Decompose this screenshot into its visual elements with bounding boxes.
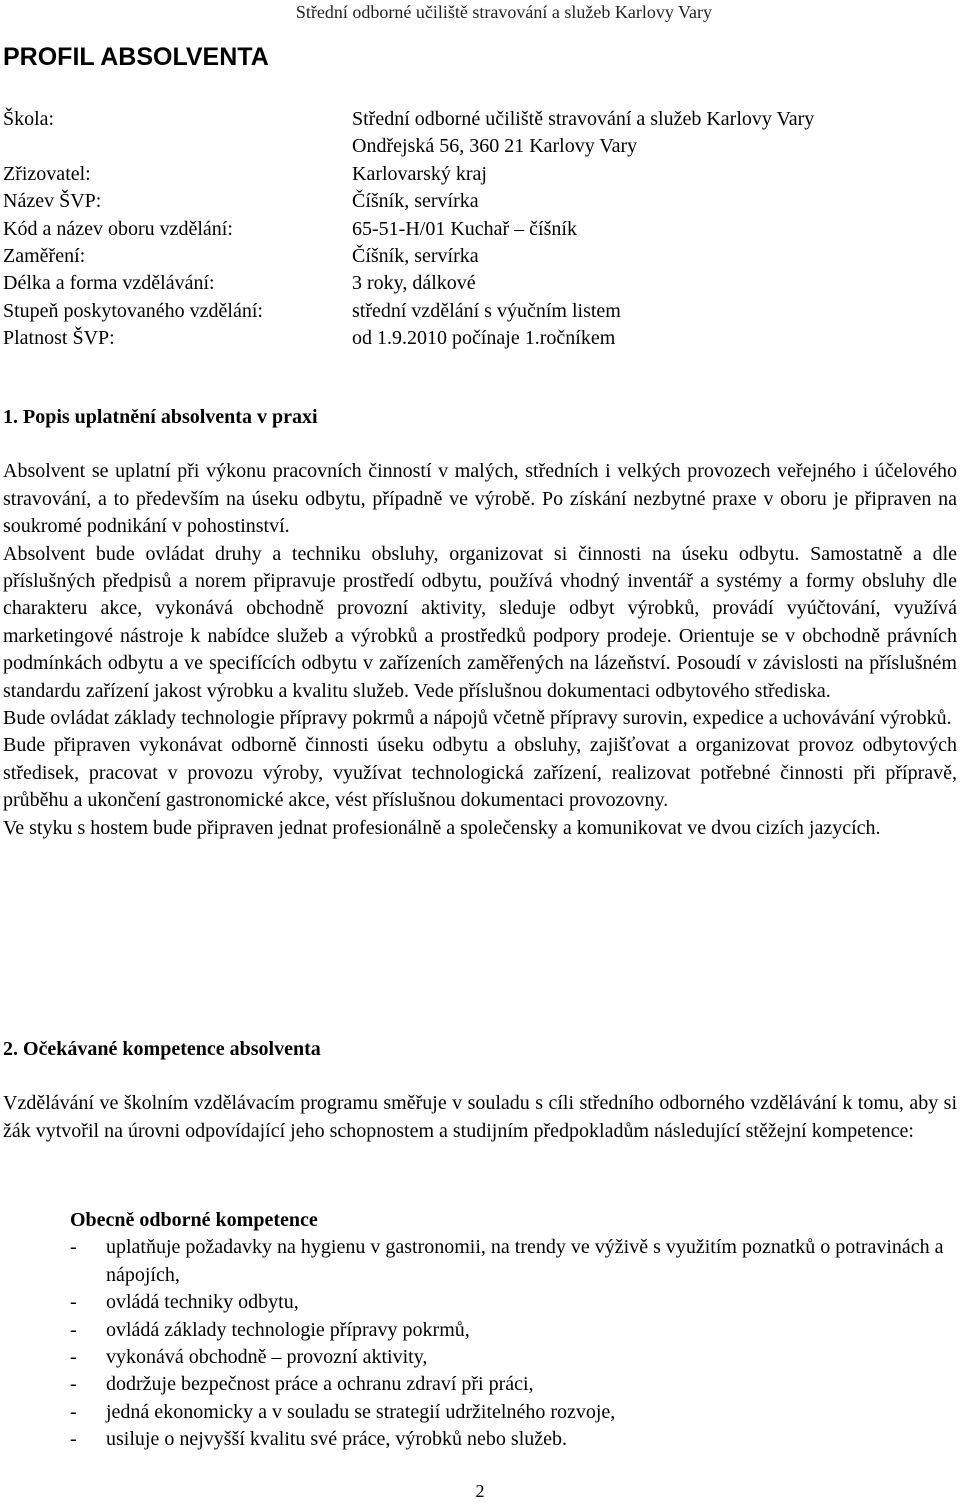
info-value: 3 roky, dálkové <box>352 272 476 295</box>
info-label: Stupeň poskytovaného vzdělání: <box>3 299 263 322</box>
info-label: Délka a forma vzdělávání: <box>3 272 215 295</box>
info-label: Zaměření: <box>3 245 86 268</box>
info-row-validity <box>3 325 953 352</box>
info-value: Číšník, servírka <box>352 245 479 268</box>
section-heading: 2. Očekávané kompetence absolventa <box>3 1038 321 1060</box>
list-item <box>70 1234 958 1289</box>
paragraph: Ve styku s hostem bude připraven jednat profesionálně a společensky a komunikovat ve dvou cizích jazycích. <box>3 816 881 839</box>
list-item <box>70 1399 958 1426</box>
info-label: Kód a název oboru vzdělání: <box>3 217 233 240</box>
school-info-table <box>3 106 953 353</box>
info-value: od 1.9.2010 počínaje 1.ročníkem <box>352 327 616 350</box>
list-item-text: ovládá techniky odbytu, <box>106 1291 299 1314</box>
info-row-level <box>3 298 953 325</box>
paragraph: Absolvent bude ovládat druhy a techniku obsluhy, organizovat si činnosti na úseku odbytu. Samostatně a dle příslušných předpisů a norem připravuje prostředí odbytu, používá vhodný inventář a systémy a formy obsluhy dle charakteru akce, vykonává obchodně provozní aktivity, sleduje odbyt výrobků, provádí vyúčtování, využívá marketingové nástroje k nabídce služeb a výrobků a prostředků podpory prodeje. Orientuje se v obchodně právních podmínkách odbytu a ve specifících odbytu v zařízeních zaměřených na lázeňství. Posoudí v závislosti na příslušném standardu zařízení jakost výrobku a kvalitu služeb. Vede příslušnou dokumentaci odbytového střediska. <box>3 542 957 702</box>
dash-bullet: - <box>70 1291 77 1314</box>
info-row-duration <box>3 270 953 297</box>
list-item-text: usiluje o nejvyšší kvalitu své práce, výrobků nebo služeb. <box>106 1428 568 1451</box>
info-row-focus <box>3 243 953 270</box>
info-row-svp-name <box>3 188 953 215</box>
list-item-text: vykonává obchodně – provozní aktivity, <box>106 1346 428 1369</box>
info-value: Číšník, servírka <box>352 190 479 213</box>
dash-bullet: - <box>70 1346 77 1369</box>
info-row-founder <box>3 161 953 188</box>
section-expected-competences <box>3 1036 957 1145</box>
list-item-text: ovládá základy technologie přípravy pokrmů, <box>106 1318 470 1341</box>
info-value: 65-51-H/01 Kuchař – číšník <box>352 217 577 240</box>
dash-bullet: - <box>70 1428 77 1451</box>
list-item <box>70 1317 958 1344</box>
list-item-text: uplatňuje požadavky na hygienu v gastronomii, na trendy ve výživě s využitím poznatků o potravinách a nápojích, <box>106 1236 944 1286</box>
list-item <box>70 1371 958 1398</box>
info-label: Škola: <box>3 108 55 130</box>
info-label <box>3 133 352 160</box>
info-value: Ondřejská 56, 360 21 Karlovy Vary <box>352 135 638 158</box>
running-header: Střední odborné učiliště stravování a služeb Karlovy Vary <box>295 2 712 22</box>
list-item-text: jedná ekonomicky a v souladu se strategií udržitelného rozvoje, <box>106 1400 616 1423</box>
section-heading: 1. Popis uplatnění absolventa v praxi <box>3 406 318 428</box>
info-row-school <box>3 106 953 133</box>
dash-bullet: - <box>70 1318 77 1341</box>
info-label: Platnost ŠVP: <box>3 327 115 350</box>
info-label: Zřizovatel: <box>3 162 91 185</box>
document-title: PROFIL ABSOLVENTA <box>3 43 269 71</box>
list-item <box>70 1289 958 1316</box>
dash-bullet: - <box>70 1373 77 1396</box>
paragraph: Absolvent se uplatní při výkonu pracovních činností v malých, středních i velkých provozech veřejného i účelového stravování, a to především na úseku odbytu, případně ve výrobě. Po získání nezbytné praxe v oboru je připraven na soukromé podnikání v pohostinství. <box>3 460 957 538</box>
paragraph: Bude ovládat základy technologie přípravy pokrmů a nápojů včetně přípravy surovin, expedice a uchovávání výrobků. <box>3 707 952 730</box>
info-value: Střední odborné učiliště stravování a služeb Karlovy Vary <box>352 108 815 130</box>
list-item <box>70 1344 958 1371</box>
competence-list <box>70 1207 958 1454</box>
info-value: Karlovarský kraj <box>352 162 487 185</box>
info-label: Název ŠVP: <box>3 190 102 213</box>
info-value: střední vzdělání s výučním listem <box>352 299 621 322</box>
dash-bullet: - <box>70 1400 77 1423</box>
list-heading: Obecně odborné kompetence <box>70 1209 318 1231</box>
paragraph: Vzdělávání ve školním vzdělávacím programu směřuje v souladu s cíli středního odborného vzdělávání k tomu, aby si žák vytvořil na úrovni odpovídající jeho schopnostem a studijním předpokladům následující stěžejní kompetence: <box>3 1092 957 1142</box>
info-row-field-code <box>3 216 953 243</box>
paragraph: Bude připraven vykonávat odborně činnosti úseku odbytu a obsluhy, zajišťovat a organizovat provoz odbytových středisek, pracovat v provozu výroby, využívat technologická zařízení, realizovat potřebné činnosti při přípravě, průběhu a ukončení gastronomické akce, vést příslušnou dokumentaci provozovny. <box>3 734 957 812</box>
list-item <box>70 1426 958 1453</box>
dash-bullet: - <box>70 1236 77 1259</box>
list-item-text: dodržuje bezpečnost práce a ochranu zdraví při práci, <box>106 1373 534 1396</box>
section-graduate-employment <box>3 404 957 842</box>
info-row-address <box>3 133 953 160</box>
page-number: 2 <box>475 1481 485 1501</box>
